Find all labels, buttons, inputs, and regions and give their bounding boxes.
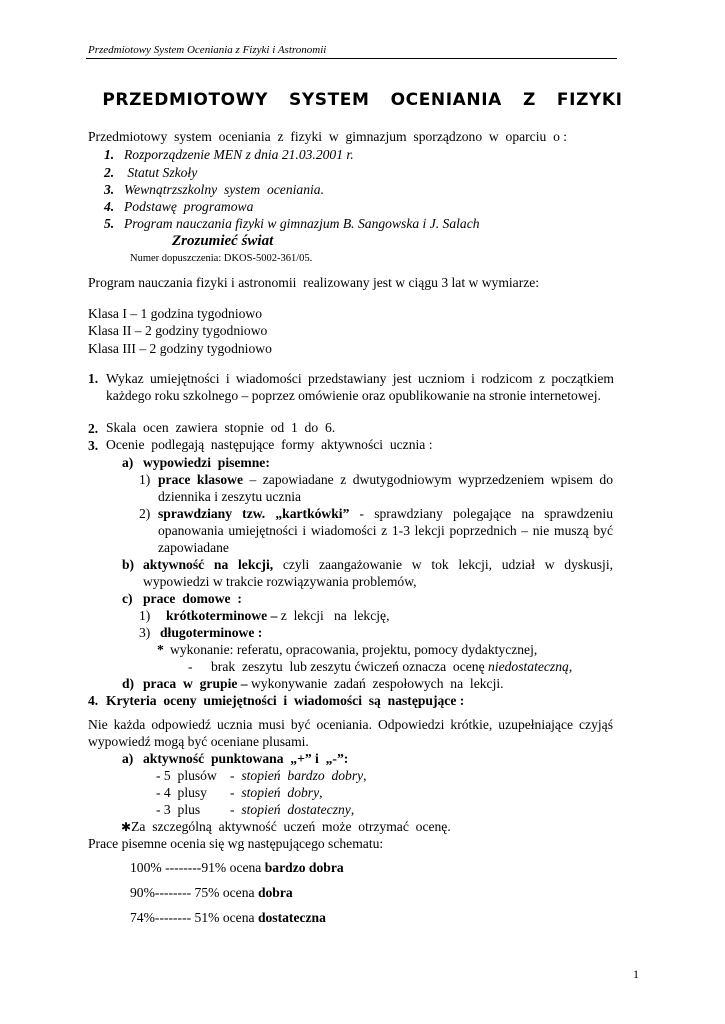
program-intro: Program nauczania fizyki i astronomii realizowany jest w ciągu 3 lat w wymiarze: [88, 275, 540, 290]
item-b-label: b) [122, 557, 135, 572]
asterisk-icon: ✱ [121, 820, 132, 834]
item-a-title: wypowiedzi pisemne: [143, 455, 270, 470]
scale-row-very-good: 100% --------91% ocena bardzo dobra [130, 860, 344, 875]
point-1-text: Wykaz umiejętności i wiadomości przedstawiany jest uczniom i rodzicom z początkiem każdego roku szkolnego – poprzez omówienie oraz opublikowanie na stronie internetowej. [106, 371, 614, 403]
approval-number: Numer dopuszczenia: DKOS-5002-361/05. [130, 253, 313, 264]
item-c2-title: długoterminowe : [160, 625, 263, 640]
extra-activity-note: ✱Za szczególną aktywność uczeń może otrzymać ocenę. [121, 819, 451, 834]
plus-row-3: - 3 plus - stopień dostateczny, [156, 802, 355, 817]
item-c1-text: krótkoterminowe – z lekcji na lekcję, [166, 608, 390, 623]
scale-row-satisfactory: 74%-------- 51% ocena dostateczna [130, 910, 326, 925]
header-rule [86, 58, 617, 59]
item-d-label: d) [122, 676, 135, 691]
point-4-paragraph: Nie każda odpowiedź ucznia musi być oceniania. Odpowiedzi krótkie, uzupełniające czyjąś wypowiedź mogą być oceniane plusami. [88, 717, 613, 749]
item-4a-title: aktywność punktowana „+” i „-”: [143, 751, 349, 766]
scale-row-good: 90%-------- 75% ocena dobra [130, 885, 293, 900]
point-4-number: 4. [88, 693, 99, 708]
page-number: 1 [633, 967, 639, 981]
book-title: Zrozumieć świat [172, 233, 274, 249]
basis-item-1: 1. Rozporządzenie MEN z dnia 21.03.2001 r. [104, 147, 354, 162]
class-1-hours: Klasa I – 1 godzina tygodniowo [88, 306, 263, 321]
item-b-text: aktywność na lekcji, czyli zaangażowanie w tok lekcji, udział w dyskusji, wypowiedzi w trakcie rozwiązywania problemów, [143, 557, 613, 589]
item-c1-number: 1) [139, 608, 151, 623]
point-3-text: Ocenie podlegają następujące formy aktywności ucznia : [106, 437, 433, 452]
basis-item-5: 5. Program nauczania fizyki w gimnazjum B. Sangowska i J. Salach [104, 216, 480, 231]
plus-row-4: - 4 plusy - stopień dobry, [156, 785, 323, 800]
point-2-number: 2. [88, 421, 99, 436]
class-3-hours: Klasa III – 2 godziny tygodniowo [88, 341, 272, 356]
item-c2-number: 3) [139, 625, 151, 640]
basis-item-3: 3. Wewnątrzszkolny system oceniania. [104, 182, 324, 197]
item-c-label: c) [122, 591, 133, 606]
running-header: Przedmiotowy System Oceniania z Fizyki i Astronomii [88, 44, 327, 56]
star-bullet: * [157, 642, 164, 657]
item-c-title: prace domowe : [143, 591, 242, 606]
point-2-text: Skala ocen zawiera stopnie od 1 do 6. [106, 420, 336, 435]
dash-bullet: - [188, 659, 193, 674]
item-a1-text: prace klasowe – zapowiadane z dwutygodniowym wyprzedzeniem wpisem do dziennika i zeszytu ucznia [158, 472, 613, 504]
item-d-text: praca w grupie – wykonywanie zadań zespołowych na lekcji. [143, 676, 504, 691]
intro-text: Przedmiotowy system oceniania z fizyki w gimnazjum sporządzono w oparciu o : [88, 129, 568, 144]
item-c2-star-text: wykonanie: referatu, opracowania, projektu, pomocy dydaktycznej, [170, 642, 538, 657]
item-a-label: a) [122, 455, 134, 470]
point-3-number: 3. [88, 438, 99, 453]
basis-item-4: 4. Podstawę programowa [104, 199, 254, 214]
item-a2-number: 2) [139, 506, 151, 521]
page-title: PRZEDMIOTOWY SYSTEM OCENIANIA Z FIZYKI [102, 90, 623, 110]
point-4-text: Kryteria oceny umiejętności i wiadomości są następujące : [106, 693, 465, 708]
item-a2-text: sprawdziany tzw. „kartkówki” - sprawdziany polegające na sprawdzeniu opanowania umiejętności i wiadomości z 1-3 lekcji poprzednich – nie muszą być zapowiadane [158, 506, 613, 555]
item-c2-dash-text: brak zeszytu lub zeszytu ćwiczeń oznacza ocenę niedostateczną, [211, 659, 573, 674]
plus-row-5: - 5 plusów - stopień bardzo dobry, [156, 768, 367, 783]
item-a1-number: 1) [139, 472, 151, 487]
item-4a-label: a) [122, 751, 134, 766]
class-2-hours: Klasa II – 2 godziny tygodniowo [88, 323, 268, 338]
point-1-number: 1. [88, 371, 99, 386]
basis-item-2: 2. Statut Szkoły [104, 165, 198, 180]
written-work-intro: Prace pisemne ocenia się wg następującego schematu: [88, 836, 384, 851]
